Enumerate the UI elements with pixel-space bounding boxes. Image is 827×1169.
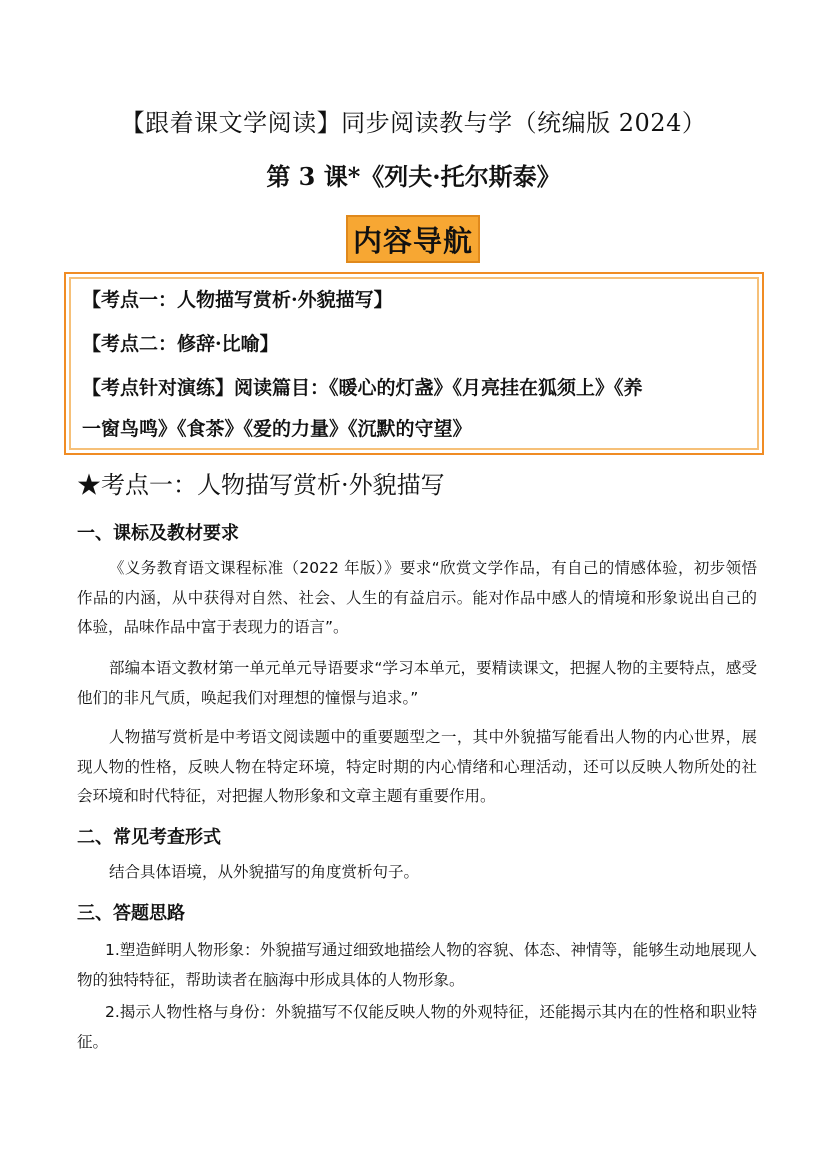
subsection-title-requirements: 一、课标及教材要求: [77, 523, 239, 544]
content-navigation-badge: [346, 215, 480, 263]
lesson-title: 第 3 课*《列夫·托尔斯泰》: [266, 162, 561, 191]
subsection-title-exam-forms: 二、常见考查形式: [77, 827, 221, 848]
paragraph: 《义务教育语文课程标准（2022 年版）》要求“欣赏文学作品，有自己的情感体验，初步领悟作品的内涵，从中获得对自然、社会、人生的有益启示。能对作品中感人的情境和形象说出自己的体验，品味作品中富于表现力的语言”。: [77, 559, 757, 636]
section-heading-key-point-1: ★考点一：人物描写赏析·外貌描写: [77, 471, 445, 499]
paragraph: 2.揭示人物性格与身份：外貌描写不仅能反映人物的外观特征，还能揭示其内在的性格和职业特征。: [77, 1003, 757, 1051]
paragraph: 结合具体语境，从外貌描写的角度赏析句子。: [109, 863, 420, 881]
nav-item-practice: 【考点针对演练】阅读篇目：《暖心的灯盏》《月亮挂在狐须上》《养: [82, 377, 643, 399]
paragraph: 部编本语文教材第一单元单元导语要求“学习本单元，要精读课文，把握人物的主要特点，感受他们的非凡气质，唤起我们对理想的憧憬与追求。”: [77, 659, 757, 707]
nav-item-key-point-1: 【考点一：人物描写赏析·外貌描写】: [82, 289, 393, 311]
paragraph: 人物描写赏析是中考语文阅读题中的重要题型之一，其中外貌描写能看出人物的内心世界，展现人物的性格，反映人物在特定环境，特定时期的内心情绪和心理活动，还可以反映人物所处的社会环境和时代特征，对把握人物形象和文章主题有重要作用。: [77, 728, 757, 805]
nav-item-key-point-2: 【考点二：修辞·比喻】: [82, 333, 279, 355]
nav-item-practice-cont: 一窗鸟鸣》《食茶》《爱的力量》《沉默的守望》: [82, 418, 472, 440]
content-navigation-label: 内容导航: [352, 223, 473, 258]
paragraph: 1.塑造鲜明人物形象：外貌描写通过细致地描绘人物的容貌、体态、神情等，能够生动地展现人物的独特特征，帮助读者在脑海中形成具体的人物形象。: [77, 941, 757, 989]
subsection-title-answer-approach: 三、答题思路: [77, 903, 185, 924]
document-title: 【跟着课文学阅读】同步阅读教与学（统编版 2024）: [120, 109, 707, 137]
